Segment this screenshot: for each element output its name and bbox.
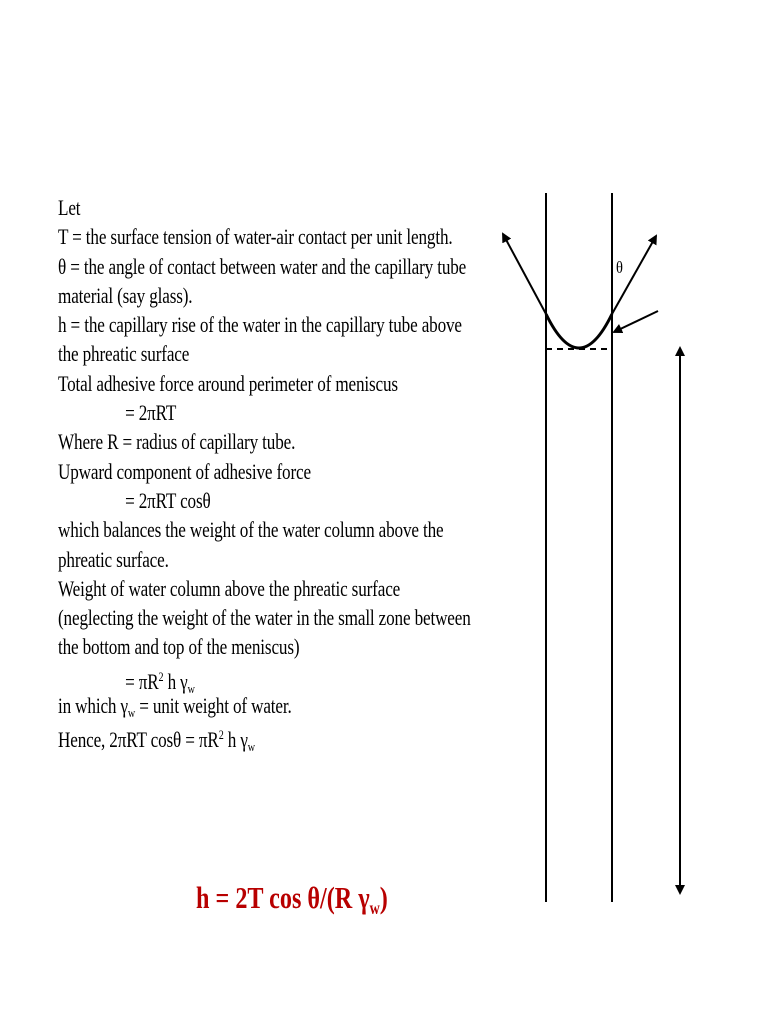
total-force-equation: = 2πRT <box>125 400 177 426</box>
surface-tension-definition: T = the surface tension of water-air contact per unit length. <box>58 224 453 250</box>
gamma-def-prefix: in which γ <box>58 693 128 719</box>
weight-eq-subscript: w <box>187 680 195 696</box>
result-subscript: w <box>369 898 380 918</box>
contact-angle-definition-line2: material (say glass). <box>58 282 193 308</box>
radius-definition: Where R = radius of capillary tube. <box>58 429 296 455</box>
weight-eq-prefix: = πR <box>125 668 159 694</box>
result-prefix: h = 2T cos θ/(R γ <box>196 880 370 915</box>
weight-line2: (neglecting the weight of the water in the small zone between <box>58 605 471 631</box>
hence-exponent: 2 <box>218 727 224 743</box>
capillary-rise-definition-line2: the phreatic surface <box>58 341 190 367</box>
contact-pointer-arrow <box>614 311 658 332</box>
left-tension-arrow <box>503 234 546 314</box>
meniscus-curve <box>546 314 612 348</box>
hence-prefix: Hence, 2πRT cosθ = πR <box>58 727 219 753</box>
theta-label: θ <box>616 258 623 277</box>
capillary-rise-definition-line1: h = the capillary rise of the water in the capillary tube above <box>58 312 462 338</box>
balance-line2: phreatic surface. <box>58 546 169 572</box>
weight-line1: Weight of water column above the phreatic surface <box>58 575 401 601</box>
hence-subscript: w <box>247 739 255 755</box>
contact-angle-definition-line1: θ = the angle of contact between water and the capillary tube <box>58 253 467 279</box>
gamma-def-subscript: w <box>127 705 136 721</box>
gamma-def-suffix: = unit weight of water. <box>135 693 292 719</box>
balance-line1: which balances the weight of the water column above the <box>58 517 444 543</box>
upward-component-line: Upward component of adhesive force <box>58 458 311 484</box>
hence-mid: h γ <box>223 727 248 753</box>
upward-component-equation: = 2πRT cosθ <box>125 487 211 513</box>
total-adhesive-force-line: Total adhesive force around perimeter of meniscus <box>58 370 398 396</box>
result-suffix: ) <box>379 880 388 915</box>
weight-eq-exponent: 2 <box>158 668 164 684</box>
weight-eq-mid: h γ <box>163 668 188 694</box>
let-line: Let <box>58 195 81 220</box>
weight-line3: the bottom and top of the meniscus) <box>58 634 300 660</box>
